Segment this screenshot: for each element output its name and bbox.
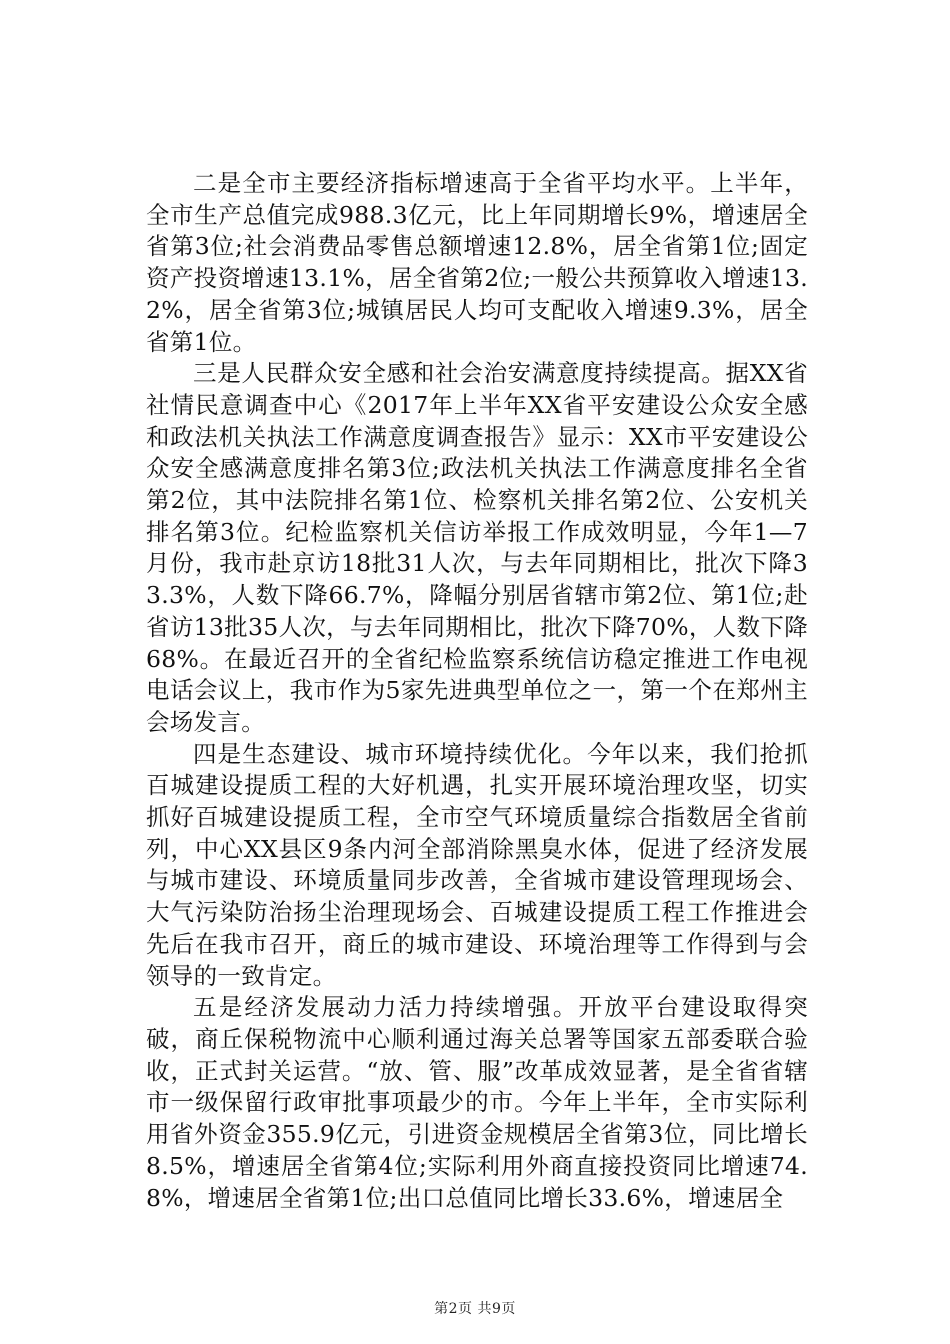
paragraph-ecology-environment: 四是生态建设、城市环境持续优化。今年以来，我们抢抓百城建设提质工程的大好机遇，扎实开展环境治理攻坚，切实抓好百城建设提质工程，全市空气环境质量综合指数居全省前列，中心XX县区9条内河全部消除黑臭水体，促进了经济发展与城市建设、环境质量同步改善，全省城市建设管理现场会、大气污染防治扬尘治理现场会、百城建设提质工程工作推进会先后在我市召开，商丘的城市建设、环境治理等工作得到与会领导的一致肯定。 (146, 739, 808, 990)
paragraph-public-security: 三是人民群众安全感和社会治安满意度持续提高。据XX省社情民意调查中心《2017年上半年XX省平安建设公众安全感和政法机关执法工作满意度调查报告》显示：XX市平安建设公众安全感满意度排名第3位;政法机关执法工作满意度排名全省第2位，其中法院排名第1位、检察机关排名第2位、公安机关排名第3位。纪检监察机关信访举报工作成效明显，今年1—7月份，我市赴京访18批31人次，与去年同期相比，批次下降33.3%，人数下降66.7%，降幅分别居省辖市第2位、第1位;赴省访13批35人次，与去年同期相比，批次下降70%，人数下降68%。在最近召开的全省纪检监察系统信访稳定推进工作电视电话会议上，我市作为5家先进典型单位之一，第一个在郑州主会场发言。 (146, 359, 808, 736)
paragraph-economic-indicators: 二是全市主要经济指标增速高于全省平均水平。上半年，全市生产总值完成988.3亿元，比上年同期增长9%，增速居全省第3位;社会消费品零售总额增速12.8%，居全省第1位;固定资产投资增速13.1%，居全省第2位;一般公共预算收入增速13.2%，居全省第3位;城镇居民人均可支配收入增速9.3%，居全省第1位。 (146, 169, 808, 356)
page-footer: 第2页 共9页 (434, 1301, 516, 1317)
document-body (146, 168, 808, 1214)
paragraph-economic-vitality: 五是经济发展动力活力持续增强。开放平台建设取得突破，商丘保税物流中心顺利通过海关总署等国家五部委联合验收，正式封关运营。“放、管、服”改革成效显著，是全省省辖市一级保留行政审批事项最少的市。今年上半年，全市实际利用省外资金355.9亿元，引进资金规模居全省第3位，同比增长8.5%，增速居全省第4位;实际利用外商直接投资同比增速74.8%，增速居全省第1位;出口总值同比增长33.6%，增速居全 (146, 993, 808, 1212)
